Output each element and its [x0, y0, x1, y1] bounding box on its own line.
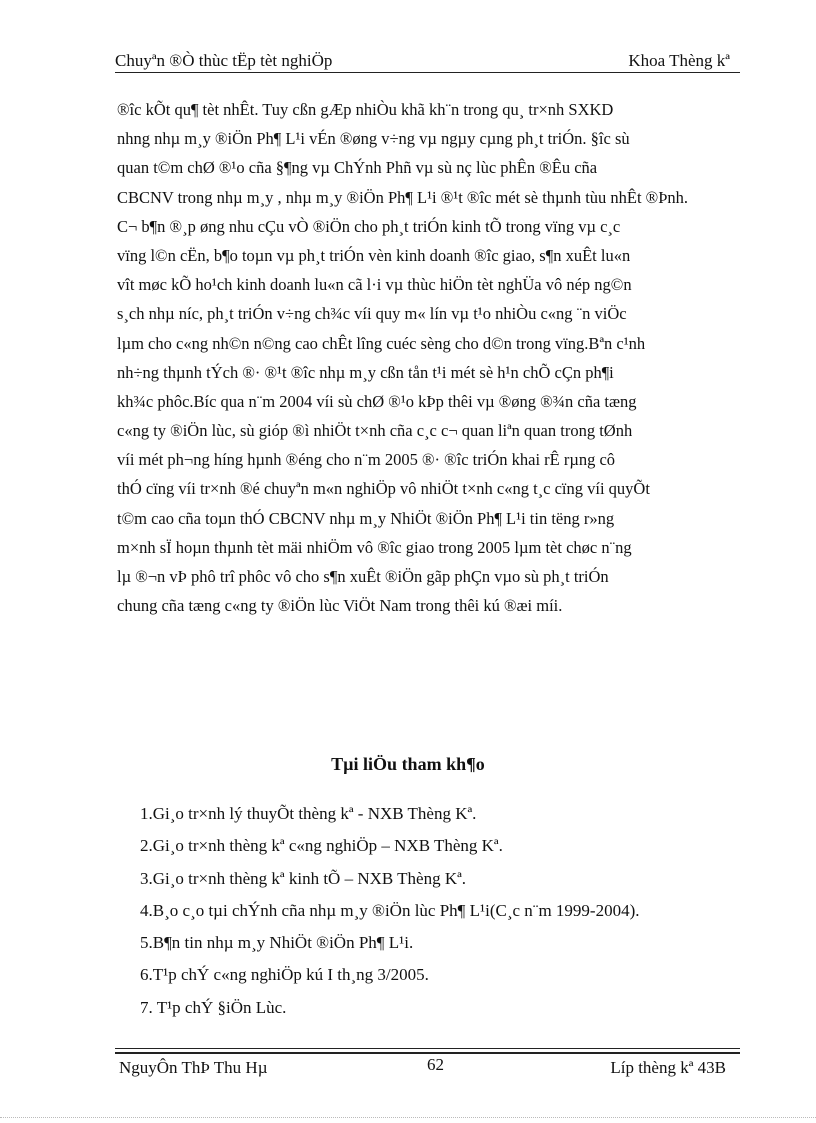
- reference-item: 4.B¸o c¸o tµi chÝnh cña nhµ m¸y ®iÖn lùc Ph¶ L¹i(C¸c n¨m 1999-2004).: [140, 900, 640, 920]
- body-line: víi mét ph¬ng híng hµnh ®éng cho n¨m 2005 ®· ®îc triÓn khai rÊ rµng cô: [117, 450, 616, 470]
- body-line: vît møc kÕ ho¹ch kinh doanh lu«n cã l·i vµ thùc hiÖn tèt nghÜa vô nép ng©n: [117, 275, 632, 295]
- body-line: m×nh sÏ hoµn thµnh tèt mäi nhiÖm vô ®îc giao trong 2005 lµm tèt chøc n¨ng: [117, 537, 632, 557]
- reference-item: 3.Gi¸o tr×nh thèng kª kinh tÕ – NXB Thèng Kª.: [140, 868, 467, 888]
- body-line: lµm cho c«ng nh©n n©ng cao chÊt lîng cuéc sèng cho d©n trong vïng.Bªn c¹nh: [117, 333, 646, 353]
- page-footer: [115, 1053, 740, 1079]
- header-department: Khoa Thèng kª: [628, 51, 730, 70]
- body-line: t©m cao cña toµn thÓ CBCNV nhµ m¸y NhiÖt ®iÖn Ph¶ L¹i tin tëng r»ng: [117, 508, 615, 528]
- body-line: nh÷ng thµnh tÝch ®· ®¹t ®îc nhµ m¸y cßn tån t¹i mét sè h¹n chÕ cÇn ph¶i: [117, 362, 614, 382]
- body-line: nhng nhµ m¸y ®iÖn Ph¶ L¹i vÉn ®øng v÷ng vµ ngµy cµng ph¸t triÓn. §îc sù: [117, 129, 630, 149]
- footer-class: Líp thèng kª 43B: [610, 1058, 726, 1077]
- body-line: s¸ch nhµ níc, ph¸t triÓn v÷ng ch¾c víi quy m« lín vµ t¹o nhiÒu c«ng ¨n viÖc: [117, 304, 627, 324]
- page-number: 62: [427, 1055, 444, 1074]
- header-divider: [115, 72, 740, 73]
- body-line: CBCNV trong nhµ m¸y , nhµ m¸y ®iÖn Ph¶ L¹i ®¹t ®îc mét sè thµnh tùu nhÊt ®Þnh.: [117, 187, 689, 207]
- footer-author: NguyÔn ThÞ Thu Hµ: [119, 1058, 268, 1077]
- page-header: [115, 48, 740, 74]
- reference-item: 6.T¹p chÝ c«ng nghiÖp kú I th¸ng 3/2005.: [140, 965, 429, 985]
- body-paragraph: [117, 95, 740, 620]
- body-line: lµ ®¬n vÞ phô trî phôc vô cho s¶n xuÊt ®iÖn gãp phÇn vµo sù ph¸t triÓn: [117, 567, 609, 586]
- body-line: C¬ b¶n ®¸p øng nhu cÇu vÒ ®iÖn cho ph¸t triÓn kinh tÕ trong vïng vµ c¸c: [117, 216, 621, 236]
- body-line: c«ng ty ®iÖn lùc, sù gióp ®ì nhiÖt t×nh cña c¸c c¬ quan liªn quan trong tØnh: [117, 421, 633, 441]
- reference-item: 1.Gi¸o tr×nh lý thuyÕt thèng kª - NXB Thèng Kª.: [140, 804, 477, 823]
- reference-item: 2.Gi¸o tr×nh thèng kª c«ng nghiÖp – NXB Thèng Kª.: [140, 836, 503, 856]
- page-bottom-border: [0, 1117, 816, 1118]
- body-line: chung cña tæng c«ng ty ®iÖn lùc ViÖt Nam trong thêi kú ®æi míi.: [117, 596, 563, 616]
- reference-item: 7. T¹p chÝ §iÖn Lùc.: [140, 997, 287, 1017]
- body-line: kh¾c phôc.Bíc qua n¨m 2004 víi sù chØ ®¹o kÞp thêi vµ ®øng ®¾n cña tæng: [117, 391, 637, 411]
- footer-divider-thin: [115, 1048, 740, 1049]
- reference-item: 5.B¶n tin nhµ m¸y NhiÖt ®iÖn Ph¶ L¹i.: [140, 933, 414, 953]
- references-heading: Tµi liÖu tham kh¶o: [331, 754, 485, 774]
- body-line: vïng l©n cËn, b¶o toµn vµ ph¸t triÓn vèn kinh doanh ®îc giao, s¶n xuÊt lu«n: [117, 245, 631, 265]
- body-line: thÓ cïng víi tr×nh ®é chuyªn m«n nghiÖp vô nhiÖt t×nh c«ng t¸c cïng víi quyÕt: [117, 479, 650, 499]
- header-title: Chuyªn ®Ò thùc tËp tèt nghiÖp: [115, 51, 333, 70]
- body-line: ®îc kÕt qu¶ tèt nhÊt. Tuy cßn gÆp nhiÒu khã kh¨n trong qu¸ tr×nh SXKD: [117, 100, 614, 119]
- body-line: quan t©m chØ ®¹o cña §¶ng vµ ChÝnh Phñ vµ sù nç lùc phÊn ®Êu cña: [117, 158, 598, 178]
- references-list: [140, 798, 740, 1024]
